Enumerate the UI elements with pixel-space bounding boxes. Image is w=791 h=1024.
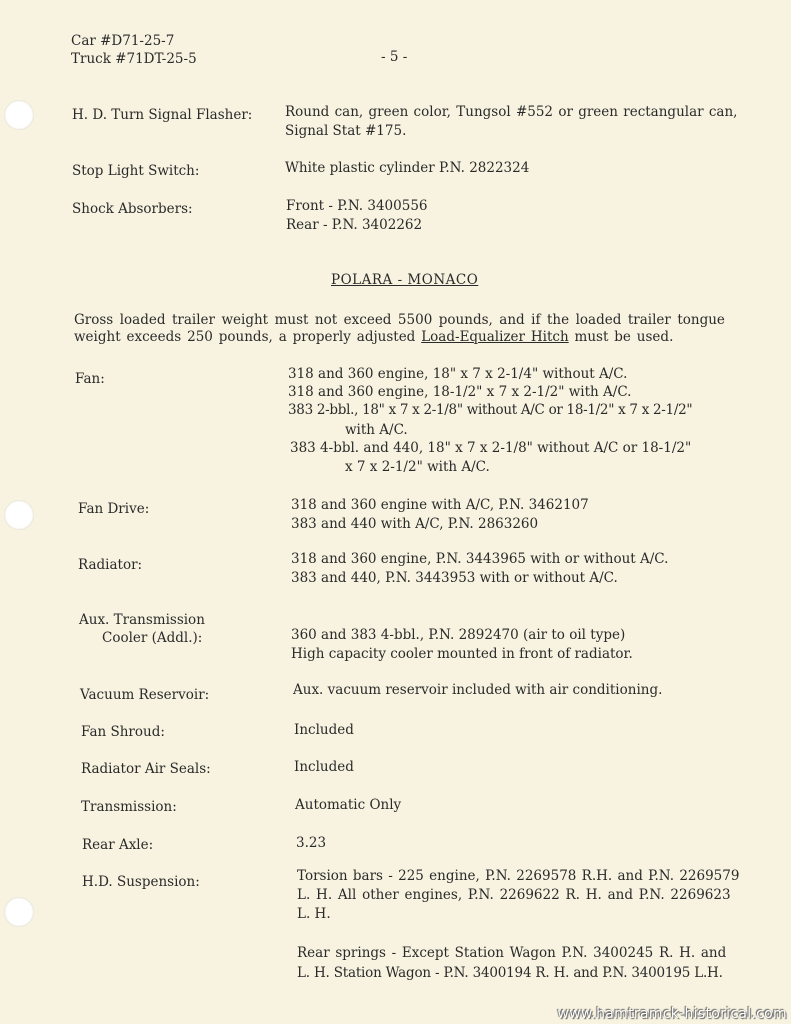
fan-line-1: 318 and 360 engine, 18" x 7 x 2-1/4" without A/C. bbox=[288, 366, 628, 382]
spec-label-turn-signal: H. D. Turn Signal Flasher: bbox=[72, 107, 253, 123]
spec-label-cooler: Cooler (Addl.): bbox=[102, 630, 203, 646]
spec-label-fan-shroud: Fan Shroud: bbox=[81, 724, 165, 740]
fan-line-6: x 7 x 2-1/2" with A/C. bbox=[345, 459, 490, 475]
fan-line-2: 318 and 360 engine, 18-1/2" x 7 x 2-1/2" with A/C. bbox=[288, 384, 632, 400]
suspension-line-3: L. H. bbox=[297, 906, 331, 922]
binder-hole-top bbox=[4, 100, 34, 130]
fan-drive-line-1: 318 and 360 engine with A/C, P.N. 3462107 bbox=[291, 497, 589, 513]
spec-value-shock-front: Front - P.N. 3400556 bbox=[286, 198, 428, 214]
car-code: Car #D71-25-7 bbox=[71, 33, 175, 49]
suspension-line-4: Rear springs - Except Station Wagon P.N. 3400245 R. H. and bbox=[297, 945, 727, 961]
binder-hole-bottom bbox=[4, 897, 34, 927]
spec-label-vacuum-reservoir: Vacuum Reservoir: bbox=[80, 687, 210, 703]
spec-label-aux-transmission: Aux. Transmission bbox=[79, 612, 205, 628]
transmission-value: Automatic Only bbox=[295, 797, 402, 813]
fan-line-5: 383 4-bbl. and 440, 18" x 7 x 2-1/8" without A/C or 18-1/2" bbox=[290, 440, 692, 456]
spec-value-turn-signal-line1: Round can, green color, Tungsol #552 or green rectangular can, bbox=[285, 104, 738, 120]
site-watermark: www.hamtramck-historical.com bbox=[557, 1006, 787, 1022]
radiator-line-2: 383 and 440, P.N. 3443953 with or without A/C. bbox=[291, 570, 618, 586]
vacuum-reservoir-value: Aux. vacuum reservoir included with air conditioning. bbox=[293, 682, 663, 698]
aux-cooler-line-2: High capacity cooler mounted in front of radiator. bbox=[291, 646, 633, 662]
fan-line-4: with A/C. bbox=[345, 422, 408, 438]
fan-shroud-value: Included bbox=[294, 722, 354, 738]
aux-cooler-line-1: 360 and 383 4-bbl., P.N. 2892470 (air to oil type) bbox=[291, 627, 626, 643]
spec-label-fan-drive: Fan Drive: bbox=[78, 501, 150, 517]
spec-label-stop-light: Stop Light Switch: bbox=[72, 163, 200, 179]
intro-line-1: Gross loaded trailer weight must not exceed 5500 pounds, and if the loaded trailer tongue bbox=[74, 312, 725, 328]
intro-text-start: weight exceeds 250 pounds, a properly adjusted bbox=[74, 329, 422, 345]
spec-label-radiator: Radiator: bbox=[78, 557, 143, 573]
fan-line-3: 383 2-bbl., 18" x 7 x 2-1/8" without A/C or 18-1/2" x 7 x 2-1/2" bbox=[288, 402, 693, 418]
suspension-line-1: Torsion bars - 225 engine, P.N. 2269578 R.H. and P.N. 2269579 bbox=[297, 868, 740, 884]
spec-value-shock-rear: Rear - P.N. 3402262 bbox=[286, 217, 423, 233]
fan-drive-line-2: 383 and 440 with A/C, P.N. 2863260 bbox=[291, 516, 539, 532]
spec-value-turn-signal-line2: Signal Stat #175. bbox=[285, 123, 407, 139]
spec-label-rear-axle: Rear Axle: bbox=[82, 837, 154, 853]
spec-value-stop-light: White plastic cylinder P.N. 2822324 bbox=[285, 160, 530, 176]
truck-code: Truck #71DT-25-5 bbox=[71, 51, 197, 67]
radiator-line-1: 318 and 360 engine, P.N. 3443965 with or without A/C. bbox=[291, 551, 669, 567]
suspension-line-2: L. H. All other engines, P.N. 2269622 R. H. and P.N. 2269623 bbox=[297, 887, 731, 903]
spec-label-radiator-air-seals: Radiator Air Seals: bbox=[81, 761, 211, 777]
spec-label-fan: Fan: bbox=[75, 371, 105, 387]
spec-label-transmission: Transmission: bbox=[81, 799, 177, 815]
binder-hole-middle bbox=[4, 500, 34, 530]
intro-text-end: must be used. bbox=[568, 329, 674, 345]
rear-axle-value: 3.23 bbox=[296, 835, 327, 851]
page-number: - 5 - bbox=[381, 49, 408, 65]
section-title: POLARA - MONACO bbox=[331, 272, 479, 288]
spec-label-shock-absorbers: Shock Absorbers: bbox=[72, 201, 193, 217]
radiator-air-seals-value: Included bbox=[294, 759, 354, 775]
intro-line-2 bbox=[74, 328, 673, 346]
load-equalizer-hitch-text: Load-Equalizer Hitch bbox=[421, 329, 569, 345]
suspension-line-5: L. H. Station Wagon - P.N. 3400194 R. H. and P.N. 3400195 L.H. bbox=[297, 965, 723, 981]
spec-label-hd-suspension: H.D. Suspension: bbox=[82, 874, 200, 890]
